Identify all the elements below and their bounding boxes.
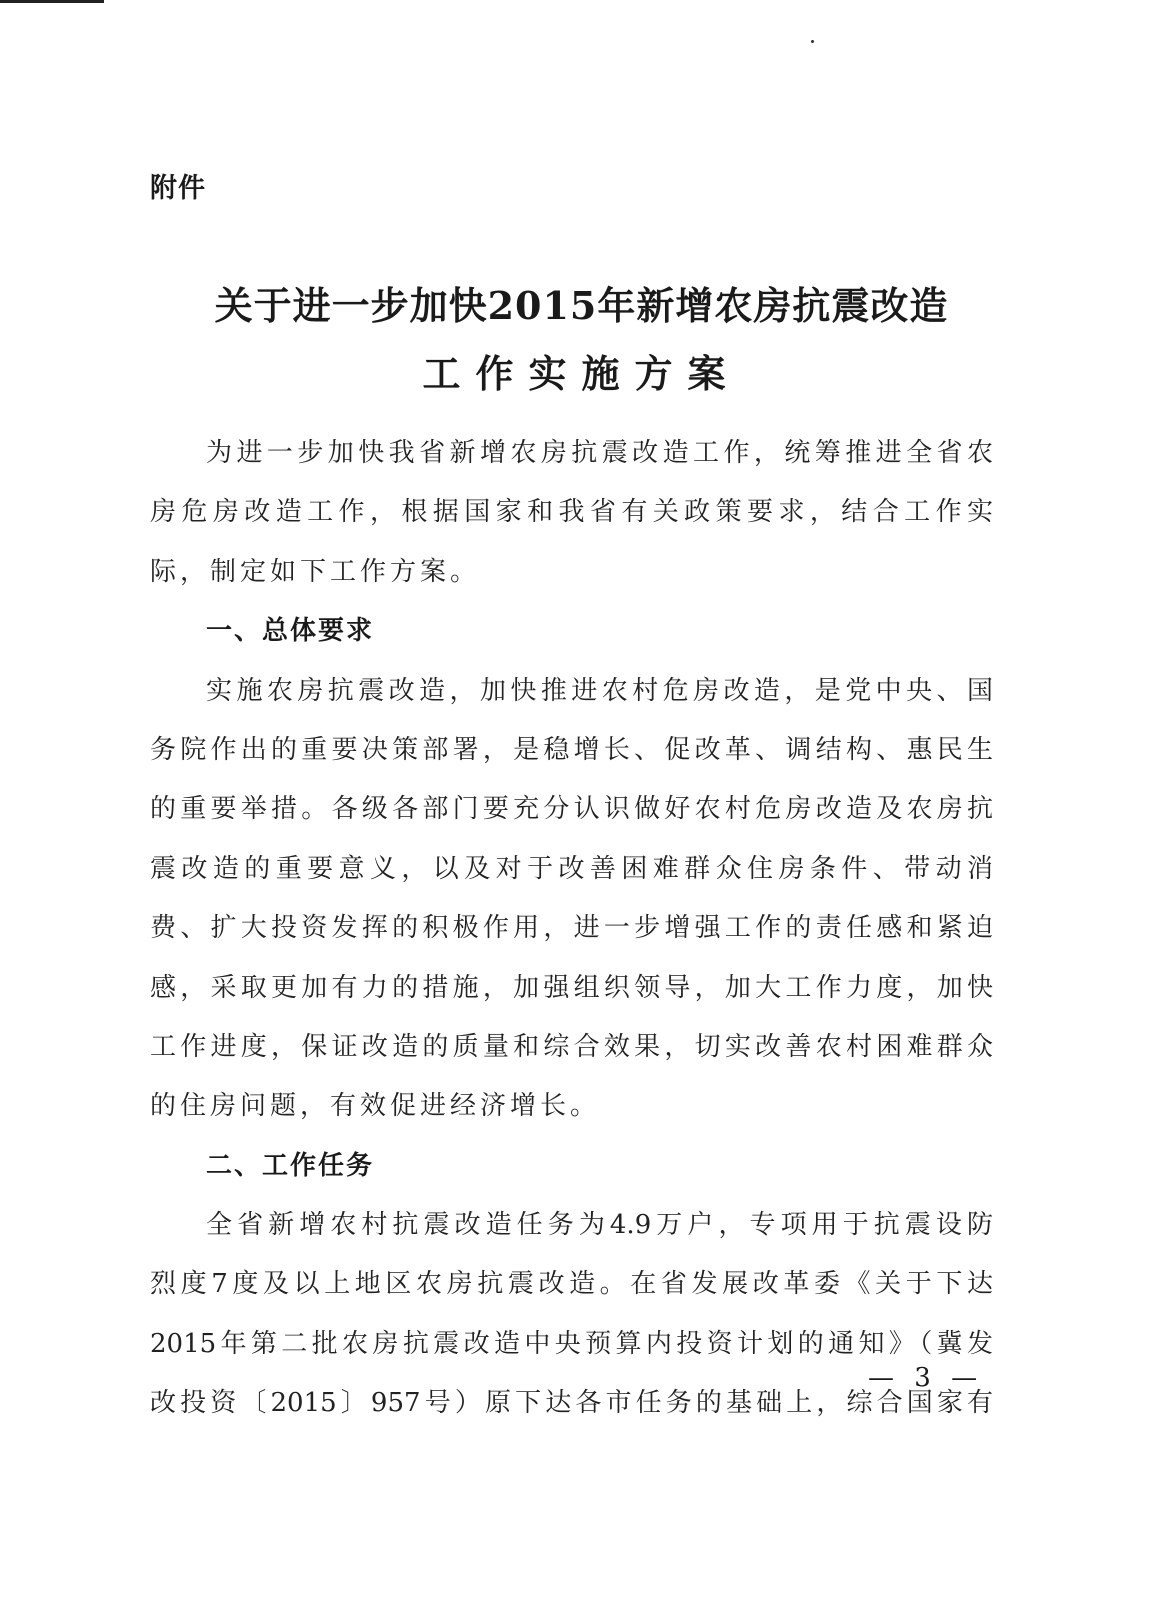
section1-line: 的重要举措。各级各部门要充分认识做好农村危房改造及农房抗 [150,794,993,825]
section1-line: 的住房问题，有效促进经济增长。 [150,1091,601,1122]
section-heading-general-requirements: 一、总体要求 [206,616,375,647]
intro-line: 房危房改造工作，根据国家和我省有关政策要求，结合工作实 [150,497,993,528]
section1-line: 费、扩大投资发挥的积极作用，进一步增强工作的责任感和紧迫 [150,913,993,944]
document-title-line-2: 工作实施方案 [422,351,741,396]
scan-corner-mark [0,0,104,3]
section2-line: 改投资〔2015〕957号）原下达各市任务的基础上，综合国家有 [150,1388,993,1419]
section1-line: 震改造的重要意义，以及对于改善困难群众住房条件、带动消 [150,853,993,884]
section2-line: 2015年第二批农房抗震改造中央预算内投资计划的通知》（冀发 [150,1328,993,1359]
page-number: — 3 — [868,1363,984,1393]
section2-line: 烈度7度及以上地区农房抗震改造。在省发展改革委《关于下达 [150,1269,993,1300]
section-heading-work-tasks: 二、工作任务 [206,1150,375,1181]
intro-line: 际，制定如下工作方案。 [150,556,481,587]
section1-line: 实施农房抗震改造，加快推进农村危房改造，是党中央、国 [206,675,993,706]
section1-line: 务院作出的重要决策部署，是稳增长、促改革、调结构、惠民生 [150,734,993,765]
attachment-label: 附件 [150,173,206,204]
section1-line: 感，采取更加有力的措施，加强组织领导，加大工作力度，加快 [150,972,993,1003]
section2-line: 全省新增农村抗震改造任务为4.9万户，专项用于抗震设防 [206,1210,993,1241]
intro-line: 为进一步加快我省新增农房抗震改造工作，统筹推进全省农 [206,438,993,468]
document-title-line-1: 关于进一步加快2015年新增农房抗震改造 [214,283,949,328]
scan-speck [811,40,814,43]
document-body [150,424,993,1434]
section1-line: 工作进度，保证改造的质量和综合效果，切实改善农村困难群众 [150,1031,993,1062]
